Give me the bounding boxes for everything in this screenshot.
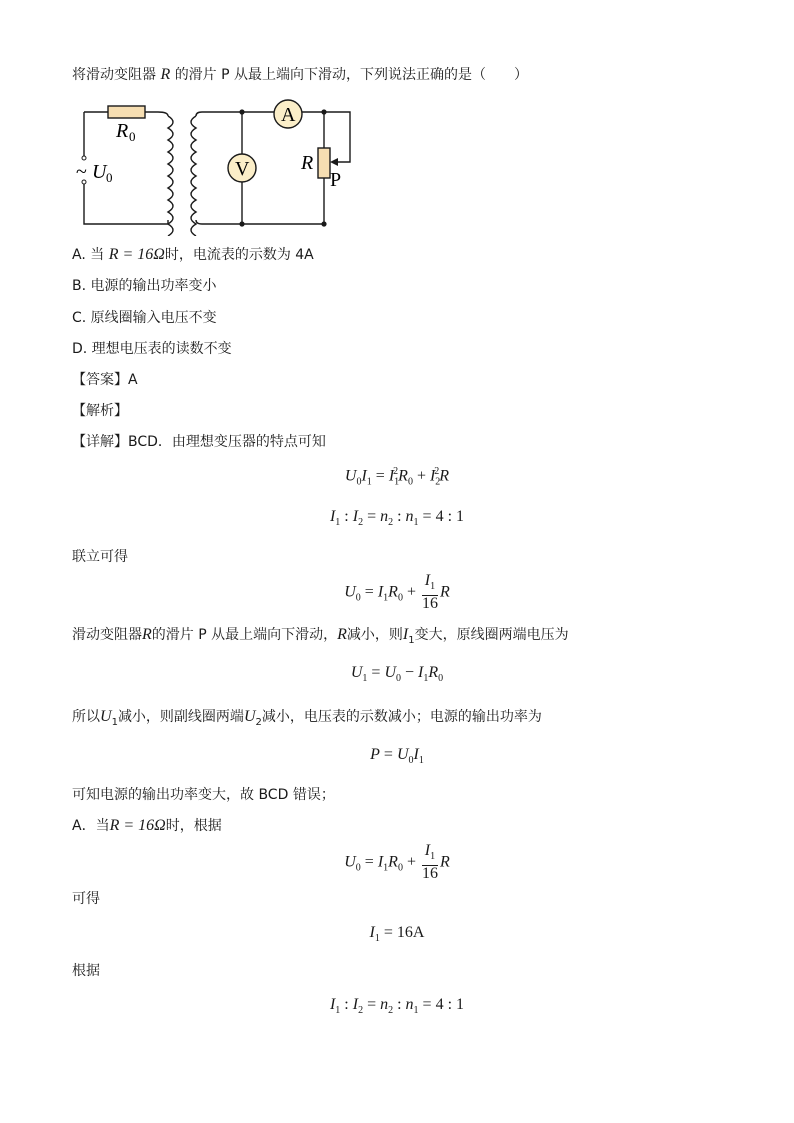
- option-a[interactable]: A. 当 R = 16Ω时，电流表的示数为 4A: [72, 246, 314, 263]
- u0-label: U: [92, 161, 107, 183]
- para-a: A．当R = 16Ω时，根据: [72, 817, 222, 834]
- equation-i1: $I_1 = 16A$: [369, 924, 425, 945]
- equation-power-output: $P = U_0I_1$: [370, 746, 424, 767]
- detail-intro: 【详解】BCD．由理想变压器的特点可知: [72, 434, 326, 450]
- option-d[interactable]: D. 理想电压表的读数不变: [72, 341, 232, 357]
- ammeter-label: A: [281, 104, 296, 126]
- text-lianli: 联立可得: [72, 549, 128, 565]
- para-so: 所以$U_1$减小，则副线圈两端$U_2$减小，电压表的示数减小；电源的输出功率为: [72, 708, 542, 728]
- answer: 【答案】A: [72, 372, 138, 388]
- primary-coil: [168, 116, 173, 236]
- equation-u1: $U_1 = U_0 - I_1R_0$: [350, 664, 444, 685]
- option-b[interactable]: B. 电源的输出功率变小: [72, 278, 217, 294]
- svg-text:0: 0: [129, 129, 136, 144]
- equation-ratio-2: $I_1$ : $I_2 = n_2$ : $n_1 = 4$ : 1: [329, 996, 465, 1017]
- r0-label: R: [116, 120, 129, 142]
- para-slide: 滑动变阻器R的滑片 P 从最上端向下滑动，R减小，则$I_1$变大，原线圈两端电压为: [72, 626, 569, 646]
- svg-text:0: 0: [106, 170, 113, 185]
- equation-ratio-1: $I_1$ : $I_2 = n_2$ : $n_1 = 4$ : 1: [329, 508, 465, 529]
- voltmeter-label: V: [235, 158, 250, 180]
- secondary-coil: [191, 116, 196, 236]
- text-known: 可知电源的输出功率变大，故 BCD 错误；: [72, 787, 335, 803]
- analysis-title: 【解析】: [72, 403, 128, 419]
- ac-symbol: ~: [76, 161, 87, 183]
- equation-power: $U_0I_1 = I_1^2R_0 + I_2^2R$: [344, 466, 450, 488]
- equation-combined-2: $U_0 = I_1R_0$ + $\frac{I_1}{16}$ R: [344, 842, 450, 883]
- text-genju: 根据: [72, 963, 100, 979]
- r0-resistor: [108, 106, 145, 118]
- equation-combined-1: $U_0 = I_1R_0$ + $\frac{I_1}{16}$ R: [344, 572, 450, 613]
- text-kede: 可得: [72, 891, 100, 907]
- question-stem: 将滑动变阻器 R 的滑片 P 从最上端向下滑动，下列说法正确的是（ ）: [72, 66, 529, 83]
- circuit-diagram: [72, 96, 372, 236]
- option-c[interactable]: C. 原线圈输入电压不变: [72, 310, 217, 326]
- slider-arrow: [330, 158, 338, 166]
- slider-resistor: [318, 148, 330, 178]
- r-label: R: [301, 152, 314, 174]
- p-label: P: [330, 169, 342, 191]
